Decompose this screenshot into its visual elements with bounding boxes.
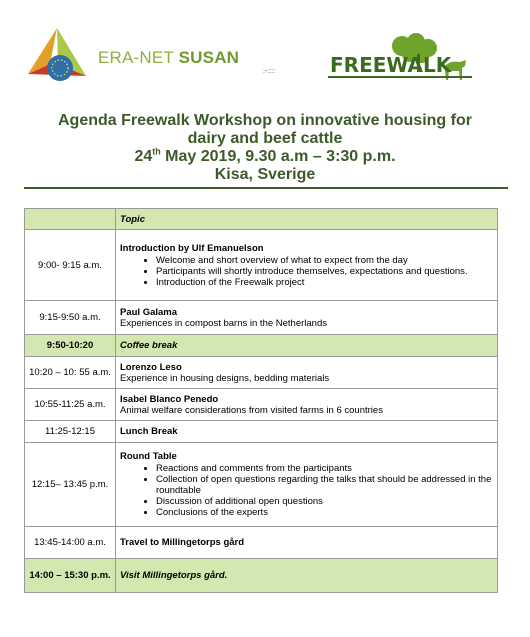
list-item: • Conclusions of the experts (156, 507, 493, 518)
row-time: 10:55-11:25 a.m. (25, 389, 116, 421)
agenda-table (24, 208, 498, 593)
row-time: 9:15-9:50 a.m. (25, 301, 116, 335)
title-divider (24, 187, 508, 189)
agenda-title (0, 112, 530, 184)
freewalk-wordmark: FREEWALK (330, 53, 452, 77)
list-item: • Collection of open questions regarding the talks that should be addressed in the roundtable (156, 474, 493, 496)
table-row (25, 230, 498, 301)
list-item: • Reactions and comments from the participants (156, 463, 493, 474)
row-description: Experiences in compost barns in the Netherlands (120, 317, 328, 329)
table-header-topic: Topic (116, 209, 498, 230)
table-header-row (25, 209, 498, 230)
table-row (25, 527, 498, 559)
row-speaker: Introduction by Ulf Emanuelson (120, 242, 264, 254)
logo-bar (0, 0, 530, 110)
title-line-3: 24th May 2019, 9.30 a.m – 3:30 p.m. (134, 146, 396, 165)
logo-separator: :-:::: (263, 68, 276, 75)
table-row (25, 389, 498, 421)
row-time: 12:15– 13:45 p.m. (25, 443, 116, 527)
era-net-susan-logo-icon (24, 24, 90, 88)
table-header-time (25, 209, 116, 230)
row-time: 9:00- 9:15 a.m. (25, 230, 116, 301)
row-time: 13:45-14:00 a.m. (25, 527, 116, 559)
row-description: Experience in housing designs, bedding materials (120, 372, 330, 384)
list-item: • Participants will shortly introduce themselves, expectations and questions. (156, 266, 493, 277)
row-time: 9:50-10:20 (25, 335, 116, 357)
title-line-2: dairy and beef cattle (187, 130, 343, 147)
row-time: 11:25-12:15 (25, 421, 116, 443)
list-item: • Introduction of the Freewalk project (156, 277, 493, 288)
row-topic: Lunch Break (116, 421, 498, 443)
row-topic: Coffee break (116, 335, 498, 357)
row-description: Animal welfare considerations from visited farms in 6 countries (120, 404, 383, 416)
row-topic: Travel to Millingetorps gård (116, 527, 498, 559)
row-time: 14:00 – 15:30 p.m. (25, 559, 116, 593)
table-row (25, 559, 498, 593)
title-line-4: Kisa, Sverige (214, 166, 316, 183)
table-row (25, 357, 498, 389)
list-item: • Welcome and short overview of what to expect from the day (156, 255, 493, 266)
row-topic: Visit Millingetorps gård. (116, 559, 498, 593)
table-row (25, 443, 498, 527)
list-item: • Discussion of additional open questions (156, 496, 493, 507)
freewalk-logo-icon (324, 28, 476, 98)
row-speaker: Lorenzo Leso (120, 361, 182, 373)
row-topic (116, 230, 498, 301)
row-items-list (120, 255, 493, 288)
title-line-1: Agenda Freewalk Workshop on innovative housing for (58, 112, 472, 129)
era-net-susan-wordmark: ERA-NET SUSAN (98, 48, 240, 67)
row-items-list (120, 463, 493, 518)
table-row (25, 421, 498, 443)
row-topic (116, 389, 498, 421)
row-speaker: Paul Galama (120, 306, 178, 318)
row-topic (116, 301, 498, 335)
row-speaker: Round Table (120, 451, 177, 462)
table-row (25, 335, 498, 357)
row-time: 10:20 – 10: 55 a.m. (25, 357, 116, 389)
row-topic (116, 357, 498, 389)
table-row (25, 301, 498, 335)
row-speaker: Isabel Blanco Penedo (120, 393, 219, 405)
row-topic (116, 443, 498, 527)
